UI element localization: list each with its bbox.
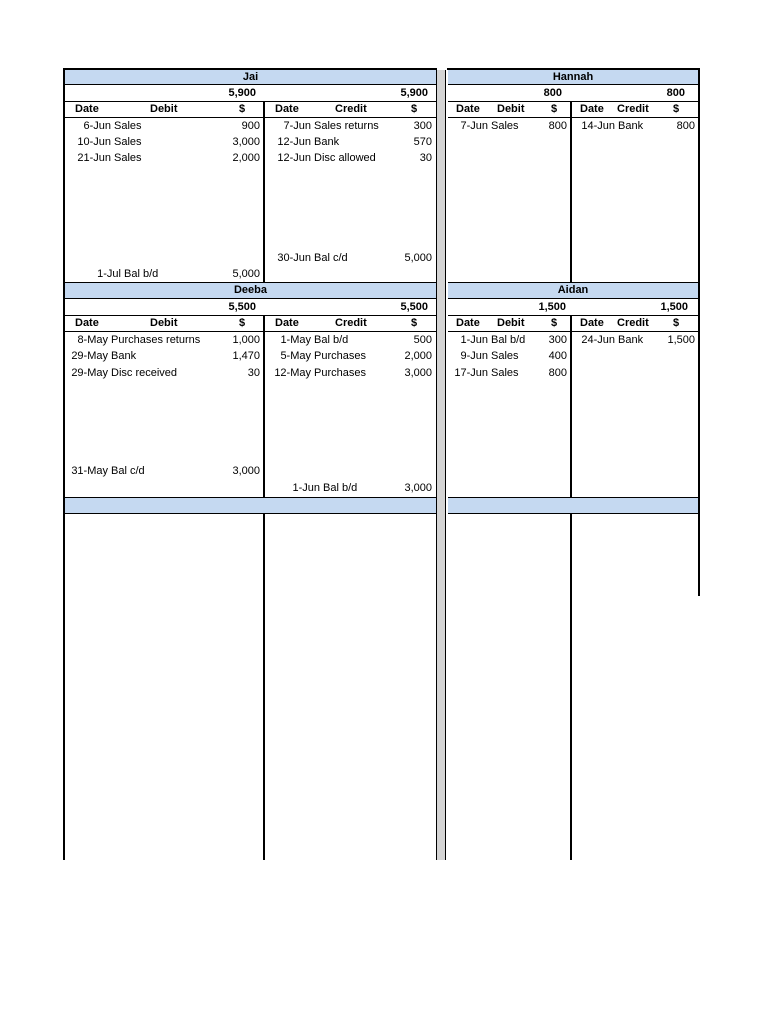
- jai-dr-desc: Sales: [114, 120, 142, 132]
- right-border: [698, 68, 700, 596]
- jai-dr-desc: Sales: [114, 136, 142, 148]
- jai-dr-amount: 3,000: [232, 136, 260, 148]
- aidan-dr-desc: Sales: [491, 367, 519, 379]
- hannah-debit-header: Debit: [497, 103, 525, 115]
- deeba-cr-desc: Purchases: [314, 350, 366, 362]
- deeba-divider: [263, 315, 265, 497]
- jai-credit-dollar: $: [410, 103, 418, 115]
- deeba-debit-header: Debit: [150, 317, 178, 329]
- aidan-credit-date-header: Date: [580, 317, 604, 329]
- aidan-divider: [570, 315, 572, 497]
- aidan-debit-dollar: $: [550, 317, 558, 329]
- jai-debit-total: 5,900: [228, 87, 256, 99]
- hannah-credit-total: 800: [666, 87, 685, 99]
- deeba-cr-amount: 500: [413, 334, 432, 346]
- deeba-dr-date: 29-May: [71, 350, 108, 362]
- jai-debit-date-header: Date: [75, 103, 99, 115]
- deeba-credit-header: Credit: [335, 317, 367, 329]
- jai-cr-desc: Bank: [314, 136, 340, 148]
- account-title-hannah: Hannah: [448, 70, 698, 84]
- deeba-cr-amount: 3,000: [404, 367, 432, 379]
- aidan-dr-amount: 300: [548, 334, 567, 346]
- deeba-cr-date: 12-May: [274, 367, 311, 379]
- blank-divider-right: [570, 514, 572, 860]
- deeba-dr-desc: Purchases returns: [111, 334, 201, 346]
- deeba-cr-balance-desc: Bal b/d: [323, 482, 358, 494]
- jai-cr-balance-amount: 5,000: [404, 252, 432, 264]
- deeba-debit-total: 5,500: [228, 301, 256, 313]
- aidan-cr-amount: 1,500: [667, 334, 695, 346]
- jai-credit-date-header: Date: [275, 103, 299, 115]
- jai-debit-header: Debit: [150, 103, 178, 115]
- deeba-dr-desc: Bank: [111, 350, 137, 362]
- hannah-credit-header: Credit: [617, 103, 649, 115]
- jai-cr-amount: 300: [413, 120, 432, 132]
- deeba-cr-balance-amount: 3,000: [404, 482, 432, 494]
- deeba-debit-dollar: $: [238, 317, 246, 329]
- jai-dr-balance-amount: 5,000: [232, 268, 260, 280]
- deeba-dr-desc: Disc received: [111, 367, 178, 379]
- deeba-credit-dollar: $: [410, 317, 418, 329]
- deeba-credit-total: 5,500: [400, 301, 428, 313]
- hannah-debit-total: 800: [543, 87, 562, 99]
- aidan-cr-desc: Bank: [618, 334, 644, 346]
- deeba-dr-date: 8-May: [77, 334, 108, 346]
- hannah-debit-dollar: $: [550, 103, 558, 115]
- jai-dr-balance-desc: Bal b/d: [124, 268, 159, 280]
- jai-dr-date: 21-Jun: [77, 152, 111, 164]
- jai-cr-date: 12-Jun: [277, 152, 311, 164]
- jai-dr-date: 10-Jun: [77, 136, 111, 148]
- hannah-dr-desc: Sales: [491, 120, 519, 132]
- deeba-dr-amount: 1,000: [232, 334, 260, 346]
- deeba-cr-amount: 2,000: [404, 350, 432, 362]
- jai-dr-amount: 900: [241, 120, 260, 132]
- jai-cr-date: 12-Jun: [277, 136, 311, 148]
- hannah-divider: [570, 101, 572, 283]
- hannah-cr-desc: Bank: [618, 120, 644, 132]
- aidan-dr-amount: 800: [548, 367, 567, 379]
- jai-cr-date: 7-Jun: [283, 120, 311, 132]
- aidan-credit-header: Credit: [617, 317, 649, 329]
- empty-account-title-left: [65, 498, 436, 513]
- hannah-cr-amount: 800: [676, 120, 695, 132]
- account-title-aidan: Aidan: [448, 283, 698, 298]
- jai-divider: [263, 101, 265, 283]
- hannah-cr-date: 14-Jun: [581, 120, 615, 132]
- jai-dr-balance-date: 1-Jul: [97, 268, 121, 280]
- jai-cr-balance-date: 30-Jun: [277, 252, 311, 264]
- jai-dr-amount: 2,000: [232, 152, 260, 164]
- deeba-dr-balance-amount: 3,000: [232, 465, 260, 477]
- deeba-cr-date: 1-May: [280, 334, 311, 346]
- deeba-credit-date-header: Date: [275, 317, 299, 329]
- jai-cr-desc: Disc allowed: [314, 152, 376, 164]
- jai-credit-header: Credit: [335, 103, 367, 115]
- aidan-dr-desc: Bal b/d: [491, 334, 526, 346]
- hannah-debit-date-header: Date: [456, 103, 480, 115]
- aidan-dr-date: 17-Jun: [454, 367, 488, 379]
- aidan-dr-date: 9-Jun: [460, 350, 488, 362]
- deeba-debit-date-header: Date: [75, 317, 99, 329]
- deeba-dr-balance-desc: Bal c/d: [111, 465, 145, 477]
- deeba-dr-date: 29-May: [71, 367, 108, 379]
- jai-credit-total: 5,900: [400, 87, 428, 99]
- aidan-debit-header: Debit: [497, 317, 525, 329]
- aidan-debit-total: 1,500: [538, 301, 566, 313]
- jai-debit-dollar: $: [238, 103, 246, 115]
- hannah-credit-dollar: $: [672, 103, 680, 115]
- aidan-dr-amount: 400: [548, 350, 567, 362]
- aidan-cr-date: 24-Jun: [581, 334, 615, 346]
- aidan-dr-date: 1-Jun: [460, 334, 488, 346]
- blank-divider-left: [263, 514, 265, 860]
- jai-dr-desc: Sales: [114, 152, 142, 164]
- aidan-debit-date-header: Date: [456, 317, 480, 329]
- hannah-credit-date-header: Date: [580, 103, 604, 115]
- deeba-cr-desc: Purchases: [314, 367, 366, 379]
- hannah-dr-amount: 800: [548, 120, 567, 132]
- jai-dr-date: 6-Jun: [83, 120, 111, 132]
- deeba-cr-balance-date: 1-Jun: [292, 482, 320, 494]
- jai-cr-desc: Sales returns: [314, 120, 379, 132]
- account-title-deeba: Deeba: [65, 283, 436, 298]
- jai-cr-balance-desc: Bal c/d: [314, 252, 348, 264]
- deeba-dr-amount: 30: [247, 367, 260, 379]
- account-title-jai: Jai: [65, 70, 436, 84]
- jai-cr-amount: 570: [413, 136, 432, 148]
- aidan-credit-total: 1,500: [660, 301, 688, 313]
- aidan-credit-dollar: $: [672, 317, 680, 329]
- jai-cr-amount: 30: [419, 152, 432, 164]
- deeba-dr-balance-date: 31-May: [71, 465, 108, 477]
- column-gutter: [436, 70, 446, 860]
- deeba-cr-date: 5-May: [280, 350, 311, 362]
- deeba-dr-amount: 1,470: [232, 350, 260, 362]
- hannah-dr-date: 7-Jun: [460, 120, 488, 132]
- aidan-dr-desc: Sales: [491, 350, 519, 362]
- deeba-cr-desc: Bal b/d: [314, 334, 349, 346]
- empty-account-title-right: [448, 498, 698, 513]
